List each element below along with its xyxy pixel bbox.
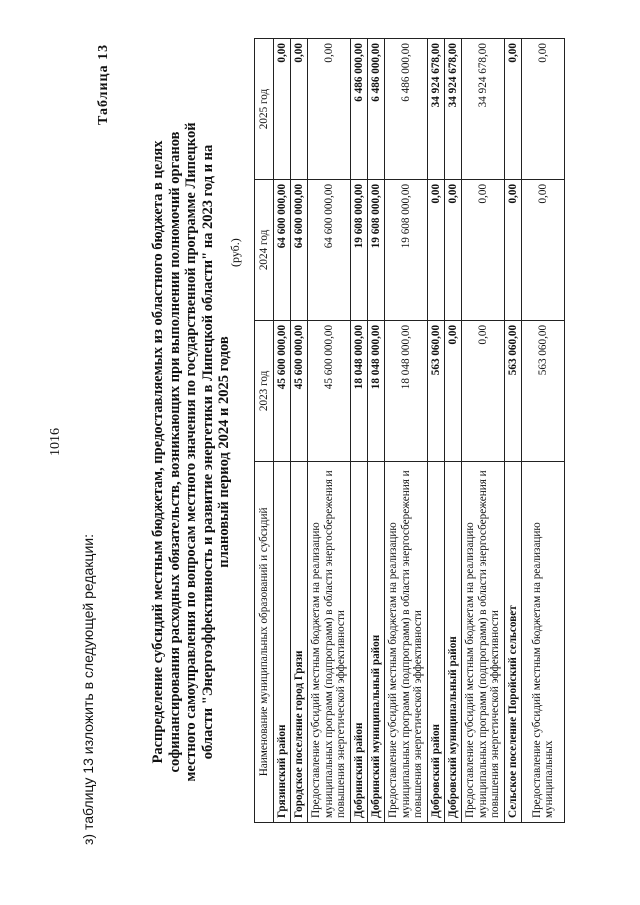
value-2024: 0,00 <box>462 179 505 320</box>
value-2025: 0,00 <box>505 39 522 180</box>
value-2025: 34 924 678,00 <box>462 39 505 180</box>
value-2025: 0,00 <box>274 39 291 180</box>
header-2024: 2024 год <box>255 179 274 320</box>
value-2023: 45 600 000,00 <box>291 320 308 461</box>
row-name: Добринский район <box>351 461 368 822</box>
page-number: 1016 <box>48 428 63 456</box>
value-2024: 19 608 000,00 <box>351 179 368 320</box>
value-2025: 6 486 000,00 <box>368 39 385 180</box>
intro-text: з) таблицу 13 изложить в следующей редакции: <box>80 534 96 845</box>
value-2024: 0,00 <box>522 179 565 320</box>
value-2025: 34 924 678,00 <box>445 39 462 180</box>
value-2023: 563 060,00 <box>428 320 445 461</box>
table-number: Таблица 13 <box>96 43 111 125</box>
row-name: Сельское поселение Порой​ский сельсовет <box>505 461 522 822</box>
value-2025: 34 924 678,00 <box>428 39 445 180</box>
table-row <box>368 39 385 823</box>
title-line: области "Энергоэффективность и развитие энергетики в Липецкой области" на 2023 год и на <box>199 144 216 760</box>
title-line: софинансирования расходных обязательств, возникающих при выполнении полномочий органов <box>166 131 183 773</box>
table-header-row <box>255 39 274 823</box>
table-row <box>462 39 505 823</box>
value-2025: 6 486 000,00 <box>385 39 428 180</box>
value-2024: 64 600 000,00 <box>308 179 351 320</box>
value-2023: 18 048 000,00 <box>385 320 428 461</box>
row-name: Грязинский район <box>274 461 291 822</box>
row-name: Предоставление субсидий местным бюджетам на реализацию муниципальных программ (подпрограмм) в области энергосбережения и повышения энергетической эффективности <box>385 461 428 822</box>
value-2025: 0,00 <box>291 39 308 180</box>
value-2023: 563 060,00 <box>522 320 565 461</box>
row-name: Предоставление субсидий местным бюджетам на реализацию муниципальных <box>522 461 565 822</box>
value-2025: 6 486 000,00 <box>351 39 368 180</box>
header-name: Наименование муниципальных образований и субсидий <box>255 461 274 822</box>
value-2023: 18 048 000,00 <box>351 320 368 461</box>
value-2023: 0,00 <box>445 320 462 461</box>
row-name: Добринский муниципальный район <box>368 461 385 822</box>
value-2023: 563 060,00 <box>505 320 522 461</box>
row-name: Добровский район <box>428 461 445 822</box>
value-2023: 45 600 000,00 <box>308 320 351 461</box>
header-2023: 2023 год <box>255 320 274 461</box>
subsidy-table <box>254 38 565 823</box>
table-row <box>428 39 445 823</box>
header-2025: 2025 год <box>255 39 274 180</box>
table-row <box>385 39 428 823</box>
row-name: Городское поселение город Грязи <box>291 461 308 822</box>
value-2023: 18 048 000,00 <box>368 320 385 461</box>
table-row <box>351 39 368 823</box>
value-2024: 0,00 <box>445 179 462 320</box>
title-line: местного самоуправления по вопросам местного значения по государственной программе Липецкой <box>183 122 199 782</box>
value-2024: 0,00 <box>428 179 445 320</box>
table-row <box>505 39 522 823</box>
document-title <box>150 107 233 797</box>
unit-label: (руб.) <box>228 238 242 267</box>
value-2024: 64 600 000,00 <box>291 179 308 320</box>
row-name: Предоставление субсидий местным бюджетам на реализацию муниципальных программ (подпрограмм) в области энергосбережения и повышения энергетической эффективности <box>308 461 351 822</box>
table-row <box>522 39 565 823</box>
value-2024: 64 600 000,00 <box>274 179 291 320</box>
title-line: Распределение субсидий местным бюджетам, предоставляемых из областного бюджета в целях <box>150 140 166 764</box>
value-2024: 0,00 <box>505 179 522 320</box>
table-row <box>308 39 351 823</box>
row-name: Добровский муниципальный район <box>445 461 462 822</box>
value-2025: 0,00 <box>522 39 565 180</box>
row-name: Предоставление субсидий местным бюджетам на реализацию муниципальных программ (подпрограмм) в области энергосбережения и повышения энергетической эффективности <box>462 461 505 822</box>
value-2023: 45 600 000,00 <box>274 320 291 461</box>
table-body <box>274 39 565 823</box>
value-2025: 0,00 <box>308 39 351 180</box>
table-row <box>445 39 462 823</box>
value-2024: 19 608 000,00 <box>368 179 385 320</box>
value-2024: 19 608 000,00 <box>385 179 428 320</box>
title-line: плановый период 2024 и 2025 годов <box>216 336 232 568</box>
table-row <box>274 39 291 823</box>
value-2023: 0,00 <box>462 320 505 461</box>
table-row <box>291 39 308 823</box>
